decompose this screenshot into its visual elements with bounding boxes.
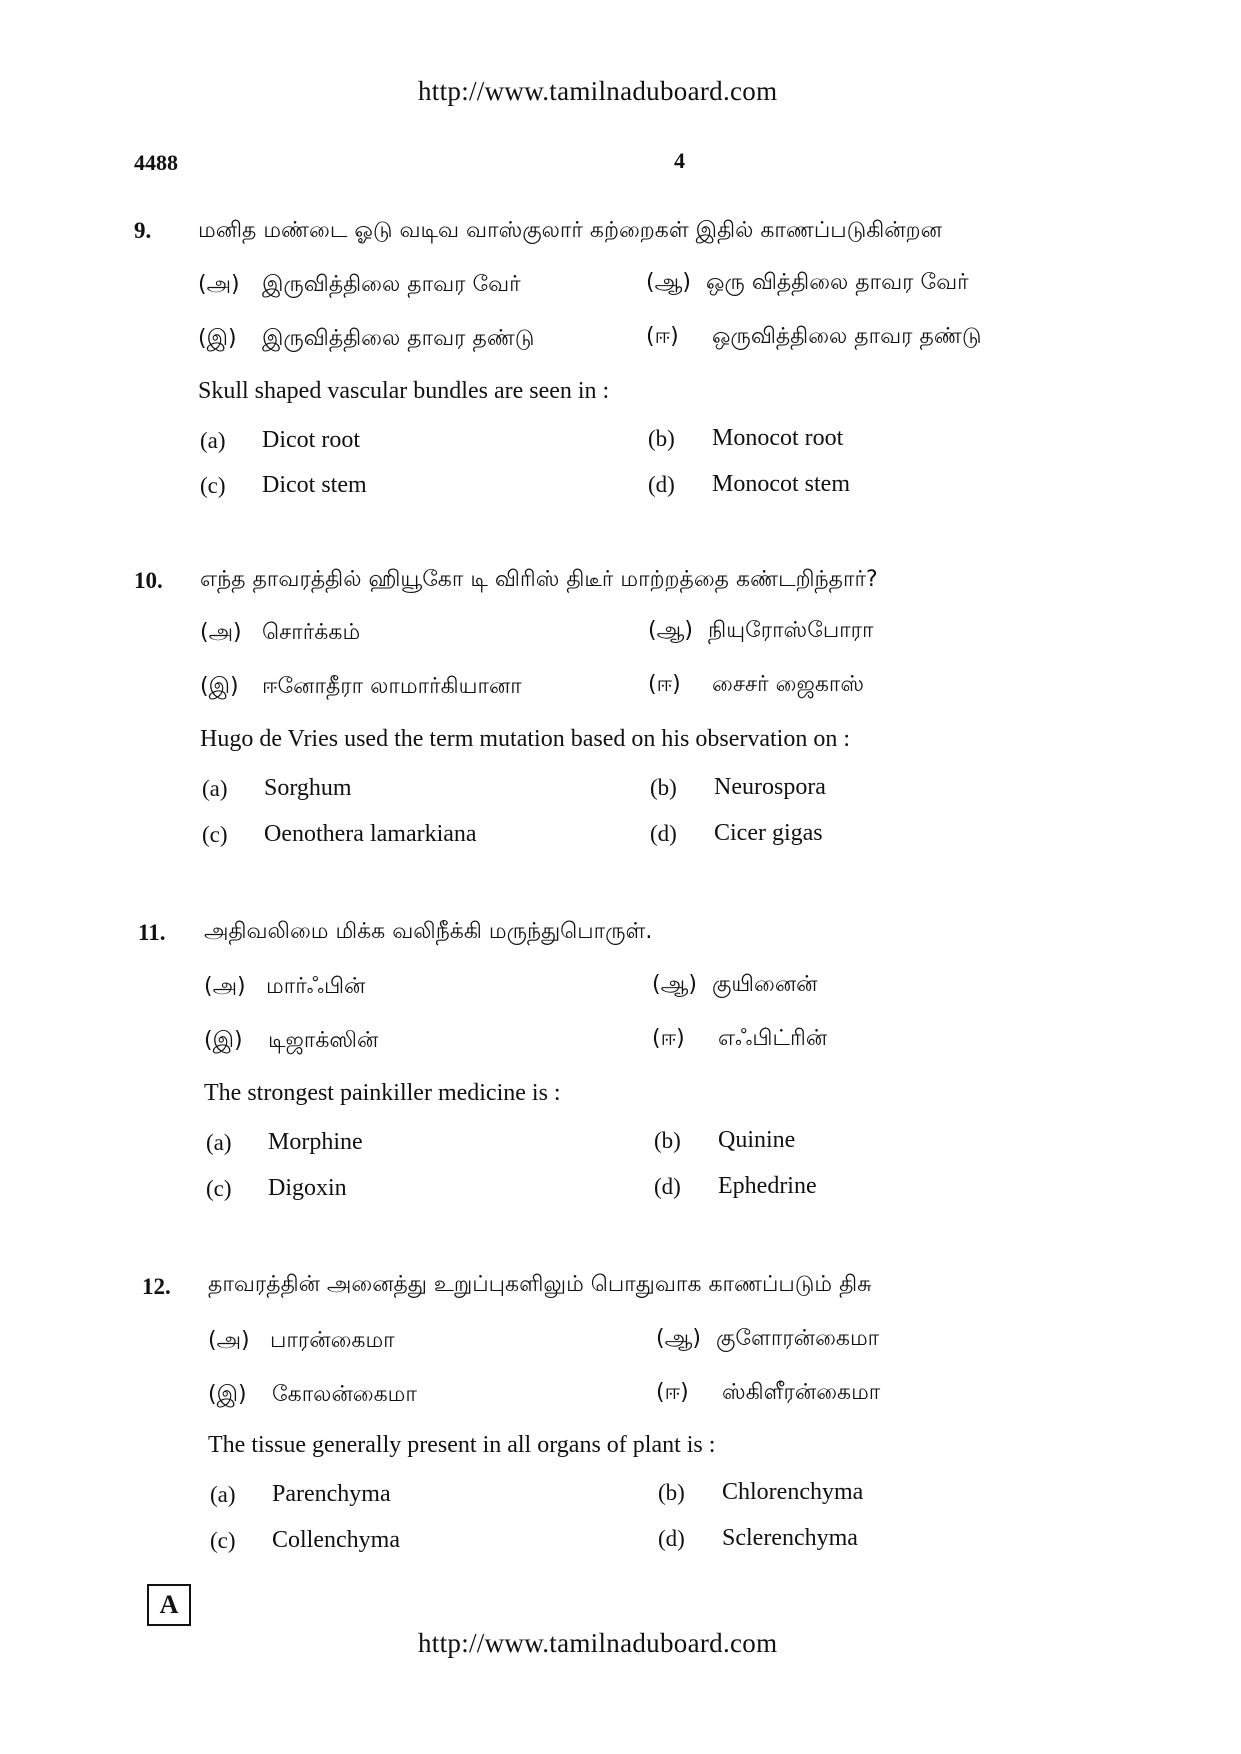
option-label: (a) bbox=[206, 1130, 232, 1155]
paper-code: 4488 bbox=[134, 150, 178, 175]
option-text: Oenothera lamarkiana bbox=[264, 821, 477, 847]
option-text: Monocot stem bbox=[712, 471, 850, 497]
option-text: Sclerenchyma bbox=[722, 1525, 858, 1551]
question-tamil: அதிவலிமை மிக்க வலிநீக்கி மருந்துபொருள். bbox=[204, 919, 653, 944]
option-label: (c) bbox=[210, 1528, 236, 1553]
tamil-option-text: இருவித்திலை தாவர தண்டு bbox=[262, 326, 535, 351]
option-label: (c) bbox=[200, 473, 226, 498]
option-text: Ephedrine bbox=[718, 1173, 817, 1199]
option-text: Monocot root bbox=[712, 425, 844, 451]
tamil-option-text: மார்ஃபின் bbox=[266, 974, 366, 999]
tamil-option-label: (ஈ) bbox=[646, 324, 679, 349]
question-number: 11. bbox=[138, 920, 166, 945]
option-label: (a) bbox=[202, 776, 228, 801]
tamil-option-text: குளோரன்கைமா bbox=[716, 1326, 880, 1351]
tamil-option-label: (ஆ) bbox=[656, 1326, 701, 1351]
tamil-option-text: சைசர் ஜைகாஸ் bbox=[712, 672, 865, 697]
question-english: The strongest painkiller medicine is : bbox=[204, 1080, 561, 1106]
option-text: Quinine bbox=[718, 1127, 796, 1153]
tamil-option-text: டிஜாக்ஸின் bbox=[268, 1028, 379, 1053]
tamil-option-text: ஈனோதீரா லாமார்கியானா bbox=[262, 674, 522, 699]
option-text: Sorghum bbox=[264, 775, 352, 801]
tamil-option-label: (அ) bbox=[200, 620, 242, 645]
tamil-option-label: (இ) bbox=[208, 1382, 247, 1407]
tamil-option-label: (இ) bbox=[200, 674, 239, 699]
tamil-option-label: (அ) bbox=[204, 974, 246, 999]
header-url: http://www.tamilnaduboard.com bbox=[418, 76, 778, 106]
tamil-option-label: (இ) bbox=[198, 326, 237, 351]
option-text: Dicot root bbox=[262, 427, 360, 453]
tamil-option-text: பாரன்கைமா bbox=[270, 1328, 395, 1353]
option-label: (c) bbox=[202, 822, 228, 847]
page-number: 4 bbox=[674, 148, 685, 173]
tamil-option-label: (அ) bbox=[198, 272, 240, 297]
option-label: (d) bbox=[658, 1526, 685, 1551]
question-english: Skull shaped vascular bundles are seen in : bbox=[198, 378, 610, 404]
tamil-option-text: குயினைன் bbox=[712, 972, 818, 997]
option-label: (d) bbox=[650, 821, 677, 846]
option-text: Neurospora bbox=[714, 774, 826, 800]
footer-url: http://www.tamilnaduboard.com bbox=[418, 1628, 778, 1658]
tamil-option-label: (ஆ) bbox=[652, 972, 697, 997]
tamil-option-label: (ஈ) bbox=[652, 1026, 685, 1051]
option-text: Morphine bbox=[268, 1129, 363, 1155]
tamil-option-text: ஸ்கிளீரன்கைமா bbox=[722, 1380, 881, 1405]
option-label: (c) bbox=[206, 1176, 232, 1201]
option-text: Cicer gigas bbox=[714, 820, 823, 846]
tamil-option-label: (ஈ) bbox=[656, 1380, 689, 1405]
tamil-option-label: (ஆ) bbox=[646, 270, 691, 295]
question-number: 10. bbox=[134, 568, 163, 593]
option-label: (a) bbox=[200, 428, 226, 453]
tamil-option-text: இருவித்திலை தாவர வேர் bbox=[262, 272, 521, 297]
option-text: Digoxin bbox=[268, 1175, 347, 1201]
option-label: (b) bbox=[650, 775, 677, 800]
question-tamil: எந்த தாவரத்தில் ஹியூகோ டி விரிஸ் திடீர் மாற்றத்தை கண்டறிந்தார்? bbox=[200, 567, 878, 592]
question-number: 12. bbox=[142, 1274, 171, 1299]
question-english: The tissue generally present in all organs of plant is : bbox=[208, 1432, 716, 1458]
option-text: Parenchyma bbox=[272, 1481, 391, 1507]
option-text: Dicot stem bbox=[262, 472, 367, 498]
option-label: (b) bbox=[654, 1128, 681, 1153]
option-label: (d) bbox=[648, 472, 675, 497]
question-english: Hugo de Vries used the term mutation based on his observation on : bbox=[200, 726, 851, 752]
option-text: Collenchyma bbox=[272, 1527, 400, 1553]
option-label: (d) bbox=[654, 1174, 681, 1199]
question-tamil: தாவரத்தின் அனைத்து உறுப்புகளிலும் பொதுவாக காணப்படும் திசு bbox=[208, 1272, 872, 1297]
tamil-option-text: நியுரோஸ்போரா bbox=[708, 618, 874, 643]
option-label: (b) bbox=[648, 426, 675, 451]
option-label: (a) bbox=[210, 1482, 236, 1507]
option-text: Chlorenchyma bbox=[722, 1479, 864, 1505]
tamil-option-text: சொர்க்கம் bbox=[262, 620, 361, 645]
tamil-option-text: எஃபிட்ரின் bbox=[718, 1026, 828, 1051]
booklet-version-box: A bbox=[147, 1584, 191, 1626]
tamil-option-text: ஒரு வித்திலை தாவர வேர் bbox=[706, 270, 969, 295]
tamil-option-text: கோலன்கைமா bbox=[272, 1382, 417, 1407]
tamil-option-label: (ஆ) bbox=[648, 618, 693, 643]
tamil-option-label: (ஈ) bbox=[648, 672, 681, 697]
question-tamil: மனித மண்டை ஓடு வடிவ வாஸ்குலார் கற்றைகள் இதில் காணப்படுகின்றன bbox=[198, 218, 942, 243]
tamil-option-label: (அ) bbox=[208, 1328, 250, 1353]
tamil-option-label: (இ) bbox=[204, 1028, 243, 1053]
question-number: 9. bbox=[134, 218, 152, 243]
tamil-option-text: ஒருவித்திலை தாவர தண்டு bbox=[712, 324, 982, 349]
option-label: (b) bbox=[658, 1480, 685, 1505]
